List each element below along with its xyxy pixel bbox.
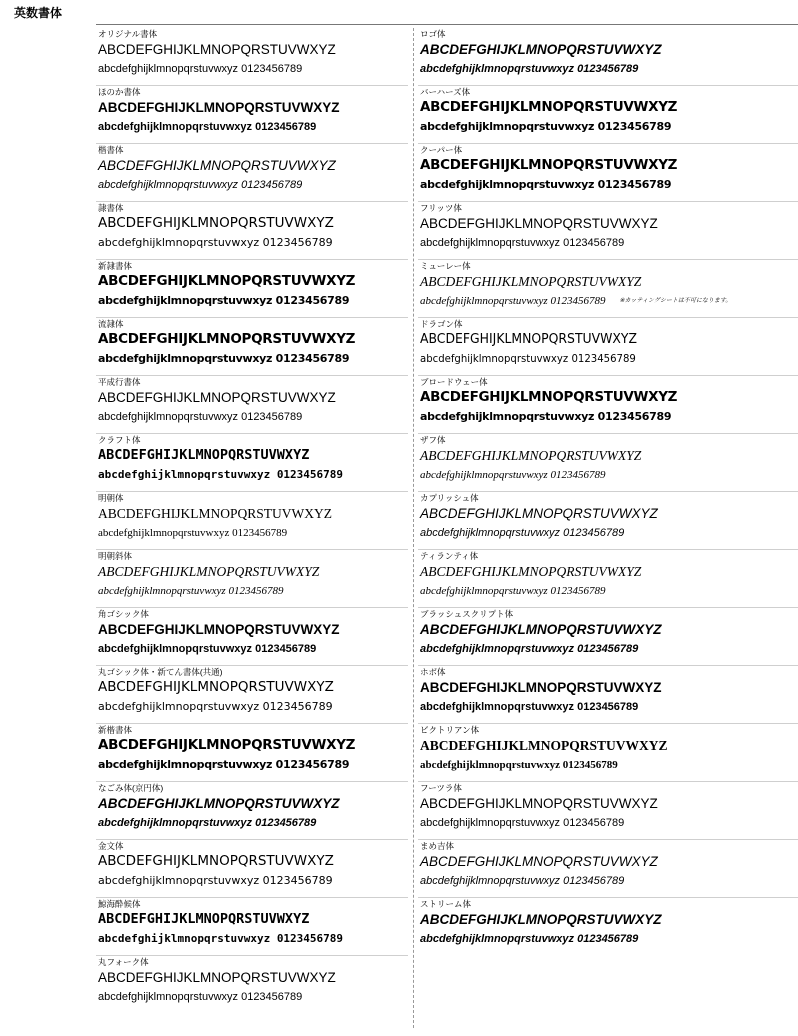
lowercase-digits-sample [420, 816, 624, 830]
font-name: 楷書体 [98, 145, 124, 155]
lowercase-sample: abcdefghijklmnopqrstuvwxyz [420, 178, 595, 191]
lowercase-digits-sample [98, 990, 302, 1004]
font-sample-entry [96, 434, 408, 492]
lowercase-digits-sample [98, 294, 349, 308]
lowercase-digits-sample [98, 120, 316, 134]
uppercase-sample: ABCDEFGHIJKLMNOPQRSTUVWXYZ [98, 273, 356, 289]
uppercase-sample: ABCDEFGHIJKLMNOPQRSTUVWXYZ [420, 506, 658, 521]
font-sample-entry [418, 434, 798, 492]
uppercase-sample: ABCDEFGHIJKLMNOPQRSTUVWXYZ [98, 447, 310, 463]
digits-sample: 0123456789 [571, 352, 636, 365]
font-sample-entry [96, 492, 408, 550]
uppercase-sample: ABCDEFGHIJKLMNOPQRSTUVWXYZ [420, 157, 678, 173]
font-name: 新楷書体 [98, 725, 133, 735]
lowercase-digits-sample [98, 236, 333, 250]
lowercase-digits-sample [420, 526, 624, 540]
uppercase-sample: ABCDEFGHIJKLMNOPQRSTUVWXYZ [98, 42, 336, 57]
font-name: ロゴ体 [420, 29, 446, 39]
lowercase-sample: abcdefghijklmnopqrstuvwxyz [420, 120, 595, 133]
digits-sample: 0123456789 [550, 585, 606, 597]
lowercase-sample: abcdefghijklmnopqrstuvwxyz [420, 759, 560, 771]
font-name: フリッツ体 [420, 203, 462, 213]
uppercase-sample: ABCDEFGHIJKLMNOPQRSTUVWXYZ [98, 679, 334, 695]
uppercase-sample: ABCDEFGHIJKLMNOPQRSTUVWXYZ [420, 680, 662, 695]
digits-sample: 0123456789 [275, 352, 350, 365]
font-sample-entry [96, 144, 408, 202]
font-name: ブロードウェー体 [420, 377, 488, 387]
lowercase-sample: abcdefghijklmnopqrstuvwxyz [98, 700, 260, 713]
lowercase-sample: abcdefghijklmnopqrstuvwxyz [98, 874, 260, 887]
font-sample-entry [96, 28, 408, 86]
lowercase-digits-sample [98, 932, 343, 946]
uppercase-sample: ABCDEFGHIJKLMNOPQRSTUVWXYZ [98, 796, 340, 811]
lowercase-sample: abcdefghijklmnopqrstuvwxyz [98, 294, 273, 307]
uppercase-sample: ABCDEFGHIJKLMNOPQRSTUVWXYZ [98, 100, 340, 115]
font-sample-entry [418, 144, 798, 202]
lowercase-sample: abcdefghijklmnopqrstuvwxyz [420, 585, 548, 597]
font-name: オリジナル書体 [98, 29, 158, 39]
font-name: まめ吉体 [420, 841, 455, 851]
lowercase-digits-sample [98, 758, 349, 772]
font-sample-entry [418, 608, 798, 666]
digits-sample: 0123456789 [241, 179, 303, 191]
title-rule [96, 24, 798, 25]
font-name: ブラッシュスクリプト体 [420, 609, 514, 619]
digits-sample: 0123456789 [597, 410, 672, 423]
font-name: 平成行書体 [98, 377, 141, 387]
font-sample-entry [418, 898, 798, 956]
lowercase-sample: abcdefghijklmnopqrstuvwxyz [420, 933, 575, 945]
font-name: ストリーム体 [420, 899, 472, 909]
font-sample-entry [96, 86, 408, 144]
left-column [96, 28, 408, 1014]
lowercase-digits-sample [420, 62, 638, 76]
digits-sample: 0123456789 [255, 643, 317, 655]
uppercase-sample: ABCDEFGHIJKLMNOPQRSTUVWXYZ [420, 331, 638, 347]
uppercase-sample: ABCDEFGHIJKLMNOPQRSTUVWXYZ [98, 158, 336, 173]
uppercase-sample: ABCDEFGHIJKLMNOPQRSTUVWXYZ [98, 564, 320, 579]
digits-sample: 0123456789 [276, 932, 344, 945]
uppercase-sample: ABCDEFGHIJKLMNOPQRSTUVWXYZ [420, 99, 678, 115]
font-name: なごみ体(京円体) [98, 783, 164, 793]
font-sample-entry [418, 86, 798, 144]
font-name: ほのか書体 [98, 87, 141, 97]
lowercase-digits-sample [420, 932, 638, 946]
font-sample-entry [418, 28, 798, 86]
uppercase-sample: ABCDEFGHIJKLMNOPQRSTUVWXYZ [98, 970, 336, 985]
digits-sample: 0123456789 [577, 933, 639, 945]
uppercase-sample: ABCDEFGHIJKLMNOPQRSTUVWXYZ [98, 506, 333, 521]
font-name: クラフト体 [98, 435, 141, 445]
digits-sample: 0123456789 [255, 121, 317, 133]
uppercase-sample: ABCDEFGHIJKLMNOPQRSTUVWXYZ [420, 622, 662, 637]
lowercase-sample: abcdefghijklmnopqrstuvwxyz [420, 352, 569, 365]
digits-sample: 0123456789 [241, 991, 303, 1003]
lowercase-sample: abcdefghijklmnopqrstuvwxyz [98, 63, 239, 75]
lowercase-sample: abcdefghijklmnopqrstuvwxyz [420, 469, 548, 481]
font-name: ホボ体 [420, 667, 446, 677]
font-sample-entry [418, 492, 798, 550]
uppercase-sample: ABCDEFGHIJKLMNOPQRSTUVWXYZ [98, 390, 336, 405]
font-name: ドラゴン体 [420, 319, 463, 329]
font-name: カプリッシュ体 [420, 493, 479, 503]
font-name: フーツラ体 [420, 783, 462, 793]
lowercase-digits-sample [98, 526, 287, 540]
font-sample-entry [418, 260, 798, 318]
font-name: 新隷書体 [98, 261, 133, 271]
font-sample-entry [96, 608, 408, 666]
digits-sample: 0123456789 [562, 759, 618, 771]
lowercase-sample: abcdefghijklmnopqrstuvwxyz [98, 352, 273, 365]
uppercase-sample: ABCDEFGHIJKLMNOPQRSTUVWXYZ [420, 42, 662, 57]
lowercase-sample: abcdefghijklmnopqrstuvwxyz [420, 701, 575, 713]
digits-sample: 0123456789 [262, 236, 333, 249]
font-name: ミューレー体 [420, 261, 471, 271]
column-divider [413, 28, 414, 1028]
digits-sample: 0123456789 [275, 758, 350, 771]
digits-sample: 0123456789 [262, 700, 333, 713]
lowercase-sample: abcdefghijklmnopqrstuvwxyz [420, 875, 561, 887]
digits-sample: 0123456789 [577, 701, 639, 713]
lowercase-sample: abcdefghijklmnopqrstuvwxyz [420, 295, 548, 307]
lowercase-digits-sample [420, 120, 671, 134]
lowercase-sample: abcdefghijklmnopqrstuvwxyz [420, 410, 595, 423]
digits-sample: 0123456789 [563, 817, 625, 829]
font-name: 流隷体 [98, 319, 124, 329]
digits-sample: 0123456789 [577, 63, 639, 75]
lowercase-sample: abcdefghijklmnopqrstuvwxyz [98, 643, 253, 655]
font-sample-entry [418, 666, 798, 724]
uppercase-sample: ABCDEFGHIJKLMNOPQRSTUVWXYZ [420, 274, 642, 289]
digits-sample: 0123456789 [577, 643, 639, 655]
lowercase-sample: abcdefghijklmnopqrstuvwxyz [420, 643, 575, 655]
digits-sample: 0123456789 [563, 237, 625, 249]
digits-sample: 0123456789 [597, 178, 672, 191]
lowercase-sample: abcdefghijklmnopqrstuvwxyz [98, 817, 253, 829]
lowercase-sample: abcdefghijklmnopqrstuvwxyz [98, 527, 230, 539]
uppercase-sample: ABCDEFGHIJKLMNOPQRSTUVWXYZ [420, 389, 678, 405]
font-sample-entry [96, 840, 408, 898]
lowercase-sample: abcdefghijklmnopqrstuvwxyz [98, 411, 239, 423]
lowercase-digits-sample [420, 468, 605, 482]
digits-sample: 0123456789 [563, 527, 625, 539]
uppercase-sample: ABCDEFGHIJKLMNOPQRSTUVWXYZ [420, 564, 642, 579]
lowercase-sample: abcdefghijklmnopqrstuvwxyz [98, 585, 226, 597]
lowercase-sample: abcdefghijklmnopqrstuvwxyz [98, 758, 273, 771]
uppercase-sample: ABCDEFGHIJKLMNOPQRSTUVWXYZ [420, 912, 662, 927]
lowercase-digits-sample [98, 352, 349, 366]
uppercase-sample: ABCDEFGHIJKLMNOPQRSTUVWXYZ [98, 911, 310, 927]
digits-sample: 0123456789 [550, 295, 606, 307]
lowercase-digits-sample [98, 62, 302, 76]
lowercase-digits-sample [420, 410, 671, 424]
lowercase-digits-sample [420, 700, 638, 714]
font-sample-entry [418, 840, 798, 898]
lowercase-digits-sample [98, 816, 316, 830]
font-name: 丸ゴシック体・新てん書体(共通) [98, 667, 223, 677]
font-name: 角ゴシック体 [98, 609, 149, 619]
uppercase-sample: ABCDEFGHIJKLMNOPQRSTUVWXYZ [420, 738, 668, 753]
font-sample-entry [96, 550, 408, 608]
uppercase-sample: ABCDEFGHIJKLMNOPQRSTUVWXYZ [98, 853, 334, 869]
lowercase-digits-sample [98, 700, 333, 714]
digits-sample: 0123456789 [276, 468, 344, 481]
lowercase-sample: abcdefghijklmnopqrstuvwxyz [98, 179, 239, 191]
font-name: 明朝斜体 [98, 551, 133, 561]
font-sample-entry [96, 318, 408, 376]
font-name: バーハーズ体 [420, 87, 471, 97]
font-sample-entry [96, 202, 408, 260]
digits-sample: 0123456789 [550, 469, 606, 481]
font-name: 丸フォーク体 [98, 957, 149, 967]
lowercase-sample: abcdefghijklmnopqrstuvwxyz [98, 121, 253, 133]
font-name: 明朝体 [98, 493, 124, 503]
font-sample-entry [96, 898, 408, 956]
lowercase-digits-sample [98, 468, 343, 482]
font-note: ※カッティングシートは不可になります。 [619, 298, 732, 305]
lowercase-digits-sample [420, 352, 636, 366]
digits-sample: 0123456789 [597, 120, 672, 133]
page-title: 英数書体 [14, 6, 63, 20]
lowercase-sample: abcdefghijklmnopqrstuvwxyz [420, 237, 561, 249]
lowercase-digits-sample [98, 584, 283, 598]
font-name: 隷書体 [98, 203, 124, 213]
uppercase-sample: ABCDEFGHIJKLMNOPQRSTUVWXYZ [98, 331, 356, 347]
font-sample-entry [418, 782, 798, 840]
uppercase-sample: ABCDEFGHIJKLMNOPQRSTUVWXYZ [420, 448, 642, 463]
font-sample-entry [96, 956, 408, 1014]
digits-sample: 0123456789 [563, 875, 625, 887]
font-sample-entry [418, 550, 798, 608]
font-name: ティランティ体 [420, 551, 479, 561]
font-name: 金文体 [98, 841, 124, 851]
lowercase-sample: abcdefghijklmnopqrstuvwxyz [98, 468, 271, 481]
lowercase-digits-sample [98, 410, 302, 424]
lowercase-sample: abcdefghijklmnopqrstuvwxyz [98, 991, 239, 1003]
lowercase-digits-sample [420, 178, 671, 192]
font-sample-entry [96, 376, 408, 434]
lowercase-digits-sample [420, 236, 624, 250]
font-sample-entry [96, 724, 408, 782]
font-name: クーパー体 [420, 145, 463, 155]
font-name: ビクトリアン体 [420, 725, 480, 735]
font-name: 鯨海酔候体 [98, 899, 141, 909]
lowercase-digits-sample [420, 294, 731, 308]
font-sample-entry [418, 376, 798, 434]
lowercase-sample: abcdefghijklmnopqrstuvwxyz [420, 63, 575, 75]
font-sample-entry [96, 260, 408, 318]
lowercase-sample: abcdefghijklmnopqrstuvwxyz [420, 527, 561, 539]
digits-sample: 0123456789 [255, 817, 317, 829]
font-sample-entry [96, 782, 408, 840]
digits-sample: 0123456789 [228, 585, 284, 597]
uppercase-sample: ABCDEFGHIJKLMNOPQRSTUVWXYZ [420, 796, 658, 811]
font-name: ザフ体 [420, 435, 446, 445]
lowercase-digits-sample [98, 642, 316, 656]
uppercase-sample: ABCDEFGHIJKLMNOPQRSTUVWXYZ [420, 216, 658, 231]
lowercase-digits-sample [420, 874, 624, 888]
lowercase-sample: abcdefghijklmnopqrstuvwxyz [420, 817, 561, 829]
lowercase-sample: abcdefghijklmnopqrstuvwxyz [98, 932, 271, 945]
digits-sample: 0123456789 [262, 874, 333, 887]
digits-sample: 0123456789 [275, 294, 350, 307]
right-column [418, 28, 798, 956]
lowercase-sample: abcdefghijklmnopqrstuvwxyz [98, 236, 260, 249]
digits-sample: 0123456789 [241, 411, 303, 423]
font-sample-entry [418, 724, 798, 782]
uppercase-sample: ABCDEFGHIJKLMNOPQRSTUVWXYZ [420, 854, 658, 869]
digits-sample: 0123456789 [232, 527, 288, 539]
lowercase-digits-sample [98, 178, 302, 192]
uppercase-sample: ABCDEFGHIJKLMNOPQRSTUVWXYZ [98, 737, 356, 753]
lowercase-digits-sample [98, 874, 333, 888]
font-sample-entry [418, 202, 798, 260]
uppercase-sample: ABCDEFGHIJKLMNOPQRSTUVWXYZ [98, 215, 334, 231]
font-sample-entry [418, 318, 798, 376]
lowercase-digits-sample [420, 758, 618, 772]
lowercase-digits-sample [420, 642, 638, 656]
lowercase-digits-sample [420, 584, 605, 598]
uppercase-sample: ABCDEFGHIJKLMNOPQRSTUVWXYZ [98, 622, 340, 637]
font-sample-entry [96, 666, 408, 724]
digits-sample: 0123456789 [241, 63, 303, 75]
